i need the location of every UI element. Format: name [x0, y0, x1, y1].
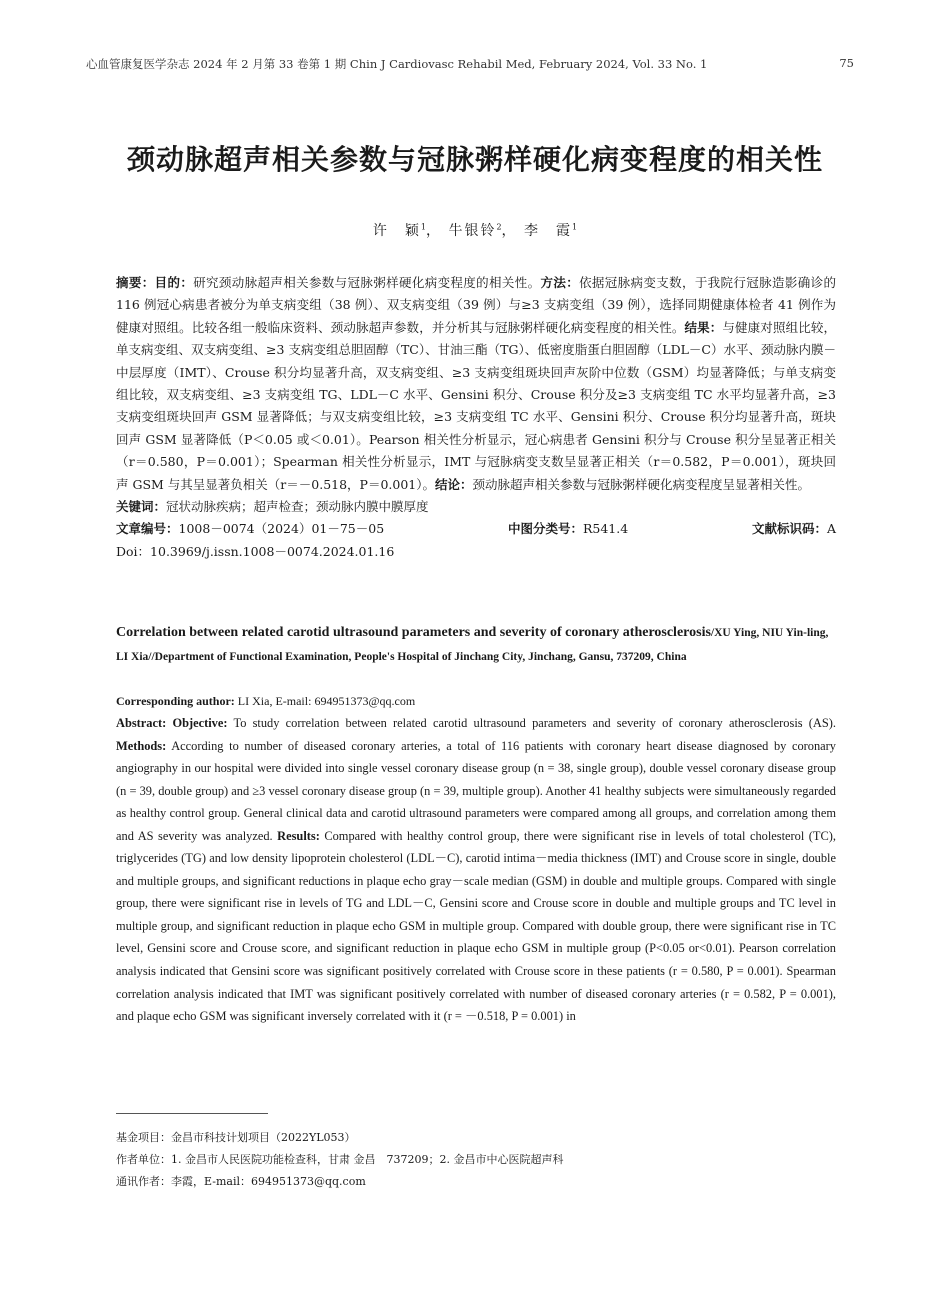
cn-objective-text: 研究颈动脉超声相关参数与冠脉粥样硬化病变程度的相关性。	[193, 275, 541, 290]
english-abstract	[116, 712, 836, 1028]
document-code-label: 文献标识码：	[751, 521, 827, 537]
journal-info: 心血管康复医学杂志 2024 年 2 月第 33 卷第 1 期 Chin J Cardiovasc Rehabil Med, February 2024, Vol. 33 No. 1	[86, 57, 708, 71]
cn-abstract-body	[116, 272, 836, 496]
english-title: Correlation between related carotid ultrasound parameters and severity of coronary atherosclerosis	[116, 625, 711, 640]
english-title-block	[116, 621, 836, 669]
en-abstract-label: Abstract:	[116, 716, 167, 730]
document-code	[752, 518, 836, 540]
author-3: 李 霞	[524, 223, 572, 239]
chinese-abstract	[116, 272, 836, 563]
keywords	[116, 496, 836, 518]
cn-methods-label: 方法：	[540, 275, 580, 290]
footnote-divider	[116, 1113, 268, 1114]
author-3-affil: 1	[572, 222, 578, 232]
footnote-correspondence: 通讯作者：李霞，E-mail：694951373@qq.com	[116, 1175, 366, 1188]
document-code-value: A	[826, 521, 836, 537]
english-authors-affiliation: /XU Ying, NIU Yin-ling, LI Xia//Department of Functional Examination, People's Hospital of Jinchang City, Jinchang, Gansu, 737209, China	[116, 627, 829, 663]
article-number	[116, 518, 384, 540]
corresponding-author	[116, 691, 836, 711]
article-info-row	[116, 518, 836, 540]
author-separator: ，	[501, 223, 518, 239]
corresponding-author-label: Corresponding author:	[116, 694, 235, 708]
en-methods-text: According to number of diseased coronary arteries, a total of 116 patients with coronary heart disease diagnosed by coronary angiography in our hospital were divided into single vessel coronary disease group (n = 38, single group), double vessel coronary disease group (n = 39, double group) and ≥3 vessel coronary disease group (n = 39, multiple group). Another 41 healthy subjects were simultaneously regarded as healthy control group. General clinical data and carotid ultrasound parameters were compared among all groups, and correlation among them and AS severity was analyzed.	[116, 738, 836, 843]
author-1: 许 颖	[372, 223, 421, 239]
corresponding-author-text: LI Xia, E-mail: 694951373@qq.com	[234, 694, 416, 708]
author-2-affil: 2	[496, 222, 502, 232]
doi-label: Doi：	[116, 543, 151, 559]
running-head	[86, 56, 854, 72]
en-results-text: Compared with healthy control group, there were significant rise in levels of total cholesterol (TC), triglycerides (TG) and low density lipoprotein cholesterol (LDL－C), carotid intima－media thickness (IMT) and Crouse score in single, double and multiple groups, and significant reductions in plaque echo gray－scale median (GSM) in double and multiple groups. Compared with single group, there were significant rise in levels of TG and LDL－C, Gensini score and Crouse score in double and multiple groups and TC level in multiple group, and significant reduction in plaque echo GSM in multiple group. Compared with double group, there were significant rise in TC level, Gensini score and Crouse score, and significant reduction in plaque echo GSM in multiple group (P<0.05 or<0.01). Pearson correlation analysis indicated that Gensini score was significant positively correlated with Crouse score in these patients (r = 0.580, P = 0.001). Spearman correlation analysis indicated that IMT was significant positively correlated with number of diseased coronary arteries (r = 0.582, P = 0.001), and plaque echo GSM was significant inversely correlated with it (r = －0.518, P = 0.001) in	[116, 828, 836, 1024]
en-objective-label: Objective:	[172, 716, 228, 730]
en-results-label: Results:	[277, 828, 320, 843]
footnotes	[116, 1127, 836, 1193]
author-separator: ，	[426, 223, 442, 239]
clc-value: R541.4	[582, 521, 629, 537]
article-number-value: 1008－0074（2024）01－75－05	[178, 521, 385, 537]
cn-results-label: 结果：	[684, 319, 723, 335]
cn-conclusion-text: 颈动脉超声相关参数与冠脉粥样硬化病变程度呈显著相关性。	[472, 476, 811, 492]
cn-abstract-label: 摘要：	[116, 275, 155, 290]
clc-label: 中图分类号：	[507, 521, 583, 537]
footnote-fund: 基金项目：金昌市科技计划项目（2022YL053）	[116, 1131, 356, 1144]
article-title: 颈动脉超声相关参数与冠脉粥样硬化病变程度的相关性	[126, 143, 823, 176]
cn-results-text: 与健康对照组比较，单支病变组、双支病变组、≥3 支病变组总胆固醇（TC）、甘油三酯（TG）、低密度脂蛋白胆固醇（LDL－C）水平、颈动脉内膜－中层厚度（IMT）、Crouse 积分均显著升高，双支病变组、≥3 支病变组斑块回声灰阶中位数（GSM）均显著降低；与单支病变组比较，双支病变组、≥3 支病变组 TG、LDL－C 水平、Gensini 积分、Crouse 积分及≥3 支病变组 TC 水平均显著升高，≥3 支病变组斑块回声 GSM 显著降低；与双支病变组比较，≥3 支病变组 TC 水平、Gensini 积分、Crouse 积分均显著升高，斑块回声 GSM 显著降低（P＜0.05 或＜0.01）。Pearson 相关性分析显示，冠心病患者 Gensini 积分与 Crouse 积分呈显著正相关（r＝0.580，P＝0.001）；Spearman 相关性分析显示，IMT 与冠脉病变支数呈显著正相关（r＝0.582，P＝0.001），斑块回声 GSM 与其呈显著负相关（r＝－0.518，P＝0.001）。	[116, 319, 836, 492]
keywords-text: 冠状动脉疾病；超声检查；颈动脉内膜中膜厚度	[166, 499, 429, 515]
author-2: 牛银铃	[448, 223, 497, 239]
clc-number	[508, 518, 628, 540]
cn-objective-label: 目的：	[154, 275, 194, 290]
page-number: 75	[839, 56, 854, 70]
doi-value: 10.3969/j.issn.1008－0074.2024.01.16	[150, 543, 395, 559]
en-methods-label: Methods:	[116, 738, 167, 753]
cn-conclusion-label: 结论：	[435, 476, 473, 492]
cn-methods-text: 依据冠脉病变支数，于我院行冠脉造影确诊的 116 例冠心病患者被分为单支病变组（38 例）、双支病变组（39 例）与≥3 支病变组（39 例），选择同期健康体检者 41 例作为健康对照组。比较各组一般临床资料、颈动脉超声参数，并分析其与冠脉粥样硬化病变程度的相关性。	[116, 275, 836, 335]
author-1-affil: 1	[420, 222, 426, 232]
keywords-label: 关键词：	[116, 499, 167, 515]
doi	[116, 541, 836, 563]
footnote-affiliation: 作者单位：1. 金昌市人民医院功能检查科，甘肃 金昌 737209；2. 金昌市中心医院超声科	[116, 1153, 564, 1166]
article-number-label: 文章编号：	[116, 521, 179, 537]
en-objective-text: To study correlation between related carotid ultrasound parameters and severity of coronary atherosclerosis (AS).	[227, 716, 836, 730]
author-list	[0, 220, 950, 240]
